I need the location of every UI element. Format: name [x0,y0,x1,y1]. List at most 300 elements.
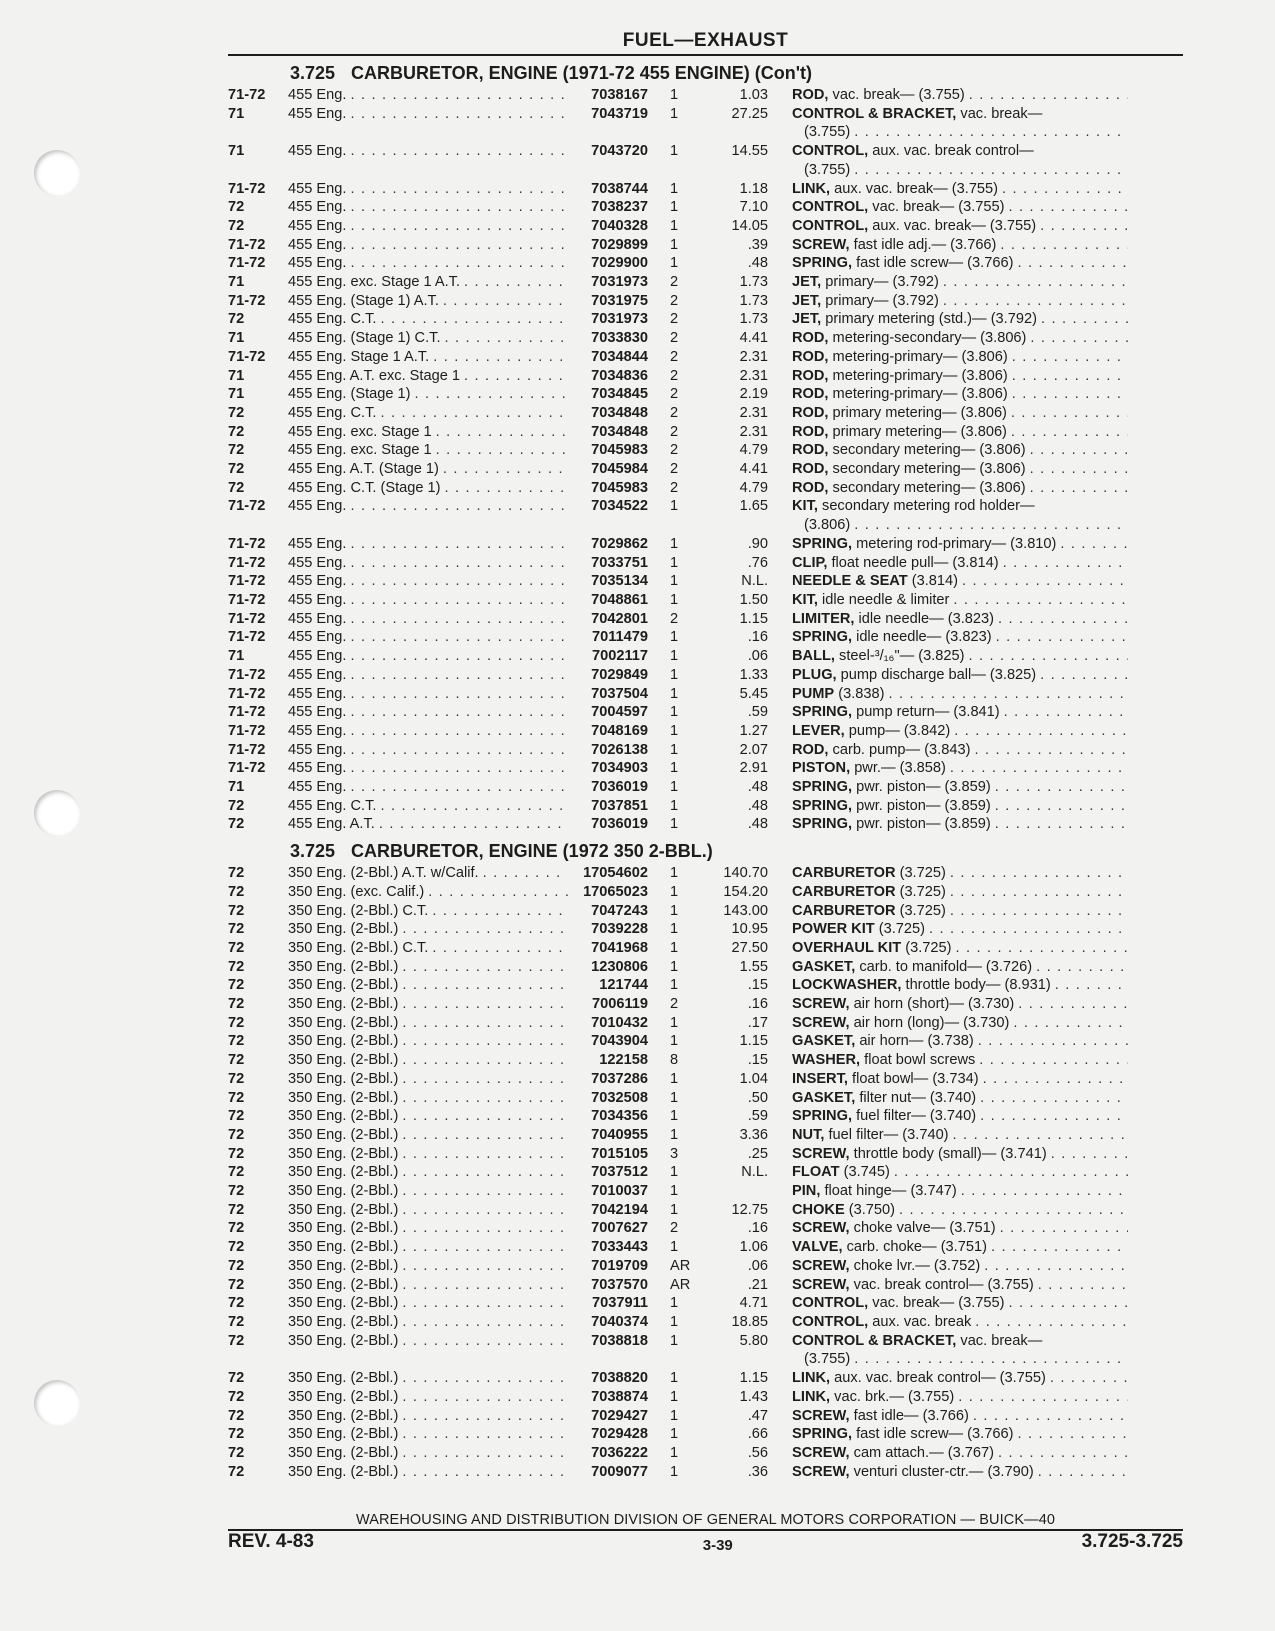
part-row [228,1145,1183,1164]
price: 154.20 [723,883,768,900]
application-cell [288,958,568,977]
price: 1.04 [739,1070,768,1087]
model-year: 72 [228,939,245,956]
leader-dots [398,920,568,939]
part-name-cell [768,254,1128,273]
application-text: 455 Eng. (Stage 1) [288,386,411,403]
application-text: 350 Eng. (2-Bbl.) [288,1145,399,1162]
application-cell [288,902,568,921]
price: 1.73 [739,311,768,328]
quantity: 1 [670,180,679,197]
part-number: 7033830 [591,330,648,347]
part-number: 7039228 [591,921,648,938]
part-name-cell [768,198,1128,217]
price: 2.07 [739,741,768,758]
part-number: 7045983 [591,479,648,496]
application-text: 455 Eng. (Stage 1) C.T. [288,330,441,347]
model-year: 71-72 [228,629,266,646]
part-number: 7038874 [591,1388,648,1405]
part-name-cell [768,460,1128,479]
leader-dots [346,703,568,722]
leader-dots [346,647,568,666]
part-name: ROD, [792,367,829,384]
part-row [228,610,1183,629]
part-name: SPRING, [792,1426,853,1443]
leader-dots [950,722,1128,741]
model-year: 71-72 [228,535,266,552]
leader-dots [398,995,568,1014]
part-name-line [792,1163,1128,1182]
section-range: 3.725-3.725 [1081,1531,1183,1552]
part-number: 7040374 [591,1314,648,1330]
price: 10.95 [731,921,768,938]
price: 2.91 [739,760,768,777]
part-number: 7031973 [591,311,648,328]
leader-dots [429,348,568,367]
part-number: 7010432 [591,1014,648,1031]
part-number: 7033751 [591,554,648,571]
part-name: WASHER, [792,1052,861,1069]
part-row [228,1388,1183,1407]
part-name: SCREW, [792,1463,850,1480]
part-name: ROD, [792,461,829,478]
part-name-line [792,479,1128,498]
part-name-line [792,86,1128,105]
part-number: 7038237 [591,199,648,216]
leader-dots [1005,198,1129,217]
application-cell [288,1070,568,1089]
part-detail: (3.750) [848,1201,896,1218]
part-name: ROD, [792,348,829,365]
part-row [228,86,1183,105]
application-text: 455 Eng. [288,722,347,739]
part-detail: cam attach.— (3.767) [853,1444,994,1461]
application-cell [288,591,568,610]
application-cell [288,460,568,479]
model-year: 72 [228,423,245,440]
part-name: CARBURETOR [792,865,896,882]
part-number: 7009077 [591,1463,648,1480]
price: 1.73 [739,292,768,309]
part-name-line [792,741,1128,760]
quantity: 1 [670,779,679,796]
catalog-page [228,30,1183,1481]
part-number: 17065023 [583,883,648,900]
application-cell [288,497,568,516]
leader-dots [957,1182,1128,1201]
quantity: 1 [670,760,679,777]
part-number: 7029899 [591,236,648,253]
part-detail: fast idle screw— (3.766) [856,255,1014,272]
part-name: ROD, [792,386,829,403]
footer-division-text: WAREHOUSING AND DISTRIBUTION DIVISION OF GENERAL MOTORS CORPORATION — BUICK—40 [228,1512,1183,1531]
quantity: 1 [670,217,679,234]
leader-dots [980,1257,1128,1276]
leader-dots [1005,1294,1129,1313]
application-cell [288,1444,568,1463]
quantity: 1 [670,1108,679,1125]
part-row [228,797,1183,816]
part-detail: vac. break— [960,1332,1043,1349]
leader-dots [958,572,1128,591]
application-text: 350 Eng. (2-Bbl.) [288,977,399,994]
model-year: 72 [228,1407,245,1424]
part-row [228,1089,1183,1108]
leader-dots [1036,217,1128,236]
model-year: 72 [228,1257,245,1274]
leader-dots [432,423,568,442]
leader-dots [346,105,568,124]
part-detail-continued: (3.755) [804,124,851,141]
leader-dots [398,1032,568,1051]
part-row [228,367,1183,386]
leader-dots [346,535,568,554]
application-cell [288,647,568,666]
part-name-cell [768,1107,1128,1126]
leader-dots [1026,441,1128,460]
application-text: 350 Eng. (2-Bbl.) C.T. [288,902,429,919]
leader-dots [850,161,1128,180]
part-name-cell [768,685,1128,704]
quantity: 1 [670,1033,679,1050]
application-text: 455 Eng. [288,573,347,590]
leader-dots [424,883,568,902]
leader-dots [398,1369,568,1388]
part-name-line [792,976,1128,995]
quantity: 1 [670,685,679,702]
application-cell [288,1313,568,1332]
part-detail: primary metering— (3.806) [832,423,1007,440]
part-name-cell [768,1369,1128,1388]
part-number: 7034522 [591,498,648,515]
application-text: 350 Eng. (2-Bbl.) [288,1370,399,1387]
application-cell [288,1294,568,1313]
price: 14.05 [731,217,768,234]
leader-dots [398,1182,568,1201]
part-row [228,1257,1183,1276]
part-number: 7048861 [591,591,648,608]
part-name-cell [768,86,1128,105]
part-detail: filter nut— (3.740) [859,1089,977,1106]
price: 1.55 [739,958,768,975]
application-cell [288,348,568,367]
revision-label: REV. 4-83 [228,1531,314,1552]
application-cell [288,86,568,105]
application-text: 455 Eng. [288,704,347,721]
model-year: 71-72 [228,498,266,515]
model-year: 72 [228,404,245,421]
part-detail-continued: (3.755) [804,161,851,178]
leader-dots [998,180,1128,199]
leader-dots [398,976,568,995]
leader-dots [376,404,568,423]
part-row [228,292,1183,311]
leader-dots [1000,703,1128,722]
part-name: VALVE, [792,1239,843,1256]
part-name-line [792,1332,1128,1351]
part-number: 7031973 [591,274,648,291]
quantity: 1 [670,704,679,721]
part-row [228,628,1183,647]
application-text: 455 Eng. [288,760,347,777]
model-year: 72 [228,865,245,882]
application-text: 455 Eng. exc. Stage 1 [288,442,432,459]
part-name: CONTROL & BRACKET, [792,105,957,122]
part-name-cell [768,217,1128,236]
part-name-cell [768,958,1128,977]
quantity: 1 [670,1201,679,1218]
part-row [228,423,1183,442]
price: .16 [747,629,768,646]
model-year: 72 [228,1370,245,1387]
part-detail: fast idle adj.— (3.766) [853,236,997,253]
part-name-line [792,722,1128,741]
part-detail: metering-primary— (3.806) [832,367,1008,384]
leader-dots [1036,666,1128,685]
model-year: 72 [228,921,245,938]
price: .47 [747,1407,768,1424]
part-number: 7038167 [591,87,648,103]
part-name-line [792,105,1128,124]
part-name-line [792,254,1128,273]
part-name-cell [768,1014,1128,1033]
model-year: 71 [228,648,245,665]
part-row [228,329,1183,348]
leader-dots [432,441,568,460]
part-name-cell [768,1089,1128,1108]
application-text: 455 Eng. C.T. [288,797,377,814]
part-number: 7010037 [591,1183,648,1200]
model-year: 71-72 [228,704,266,721]
leader-dots [398,1145,568,1164]
leader-dots [979,1070,1128,1089]
part-detail: metering rod-primary— (3.810) [856,535,1057,552]
price: .39 [747,236,768,253]
part-number: 7011479 [591,629,648,646]
leader-dots [969,1407,1128,1426]
part-number: 7047243 [591,902,648,919]
leader-dots [460,367,568,386]
part-name: KIT, [792,591,818,608]
leader-dots [411,385,568,404]
part-name: NEEDLE & SEAT [792,573,908,590]
model-year: 72 [228,1388,245,1405]
price: .48 [747,779,768,796]
part-detail: (3.838) [838,685,885,702]
part-detail: (3.725) [899,883,946,900]
part-row [228,1425,1183,1444]
part-number: 7007627 [591,1220,648,1237]
part-name-line [792,920,1128,939]
part-number: 17054602 [583,865,648,882]
price: .15 [747,977,768,994]
model-year: 71-72 [228,236,266,253]
part-detail: idle needle— (3.823) [856,629,992,646]
quantity: 1 [670,1388,679,1405]
part-name: JET, [792,274,822,291]
part-name-cell [768,385,1128,404]
part-detail: float bowl screws [864,1052,976,1069]
leader-dots [398,1407,568,1426]
model-year: 71 [228,779,245,796]
part-name-cell [768,976,1128,995]
leader-dots [346,198,568,217]
leader-dots [991,815,1128,834]
model-year: 72 [228,442,245,459]
model-year: 71-72 [228,722,266,739]
leader-dots [398,1107,568,1126]
part-name-line [792,404,1128,423]
price: .59 [747,704,768,721]
part-name-cell [768,778,1128,797]
model-year: 71-72 [228,348,266,365]
part-name-cell [768,273,1128,292]
price: 1.73 [739,274,768,291]
part-row [228,1294,1183,1313]
part-name-line [792,329,1128,348]
leader-dots [398,1014,568,1033]
part-name-cell [768,902,1128,921]
part-number: 7042801 [591,610,648,627]
model-year: 71 [228,105,245,122]
part-detail: fuel filter— (3.740) [828,1126,949,1143]
quantity: 1 [670,1070,679,1087]
part-name-line [792,703,1128,722]
leader-dots [346,497,568,516]
application-cell [288,441,568,460]
application-cell [288,1257,568,1276]
part-name: SCREW, [792,1276,850,1293]
part-name: ROD, [792,423,829,440]
part-row [228,385,1183,404]
price: .25 [747,1145,768,1162]
application-text: 350 Eng. (2-Bbl.) [288,1201,399,1218]
part-name-line [792,1388,1128,1407]
part-number: 7026138 [591,741,648,758]
model-year: 71 [228,330,245,347]
binder-hole-middle [34,790,80,836]
application-cell [288,666,568,685]
part-name-cell [768,1463,1128,1482]
model-year: 72 [228,996,245,1013]
leader-dots [946,902,1128,921]
leader-dots [346,217,568,236]
application-cell [288,1126,568,1145]
part-name: SPRING, [792,797,853,814]
part-name: CONTROL, [792,199,869,216]
application-cell [288,1425,568,1444]
leader-dots [1014,995,1128,1014]
leader-dots [398,1257,568,1276]
application-cell [288,1089,568,1108]
quantity: 1 [670,1426,679,1443]
model-year: 72 [228,1014,245,1031]
part-row [228,273,1183,292]
leader-dots [1007,404,1128,423]
part-name-line [792,883,1128,902]
leader-dots [428,939,568,958]
part-number: 7004597 [591,704,648,721]
part-detail: (3.725) [878,921,926,938]
part-detail: vac. break— [960,105,1043,122]
part-name: LIMITER, [792,610,855,627]
price: 1.15 [739,1370,768,1387]
model-year: 71-72 [228,760,266,777]
part-row [228,236,1183,255]
application-text: 455 Eng. [288,666,347,683]
part-name-line [792,180,1128,199]
leader-dots [439,292,568,311]
part-row [228,920,1183,939]
part-row [228,1313,1183,1332]
part-name: ROD, [792,479,829,496]
part-name-line [792,610,1128,629]
model-year: 72 [228,1444,245,1461]
model-year: 72 [228,797,245,814]
leader-dots [1026,460,1128,479]
part-name-cell [768,105,1128,142]
quantity: 1 [670,1463,679,1480]
part-name: CONTROL, [792,143,869,160]
part-name-cell [768,1126,1128,1145]
price: 2.31 [739,404,768,421]
part-number: 7048169 [591,722,648,739]
price: .59 [747,1108,768,1125]
part-name-continuation [792,123,1128,142]
part-number: 7037512 [591,1164,648,1181]
quantity: 1 [670,666,679,683]
quantity: 1 [670,498,679,515]
part-name: ROD, [792,87,829,103]
leader-dots [398,1219,568,1238]
leader-dots [952,939,1128,958]
part-name: BALL, [792,648,835,665]
application-cell [288,1407,568,1426]
quantity: 1 [670,554,679,571]
quantity: 1 [670,1164,679,1181]
part-number: 7034836 [591,367,648,384]
part-number: 7037570 [591,1276,648,1293]
price: 1.06 [739,1239,768,1256]
part-row [228,1051,1183,1070]
price: 4.79 [739,442,768,459]
part-name-cell [768,1145,1128,1164]
leader-dots [376,310,568,329]
part-name-cell [768,1238,1128,1257]
leader-dots [398,1444,568,1463]
part-row [228,939,1183,958]
part-name-cell [768,1425,1128,1444]
part-name: PUMP [792,685,835,702]
part-name-line [792,685,1128,704]
part-name-line [792,628,1128,647]
part-name-cell [768,535,1128,554]
part-detail: carb. choke— (3.751) [846,1239,987,1256]
application-text: 350 Eng. (2-Bbl.) [288,1108,399,1125]
part-name-line [792,1070,1128,1089]
part-name: CONTROL, [792,1314,869,1330]
part-name-line [792,1032,1128,1051]
application-cell [288,1388,568,1407]
part-detail: pump— (3.842) [848,722,951,739]
section-number: 3.725 [290,63,336,83]
price: .06 [747,648,768,665]
price: N.L. [741,1164,768,1181]
application-cell [288,1276,568,1295]
application-cell [288,254,568,273]
application-cell [288,310,568,329]
model-year: 72 [228,1332,245,1349]
